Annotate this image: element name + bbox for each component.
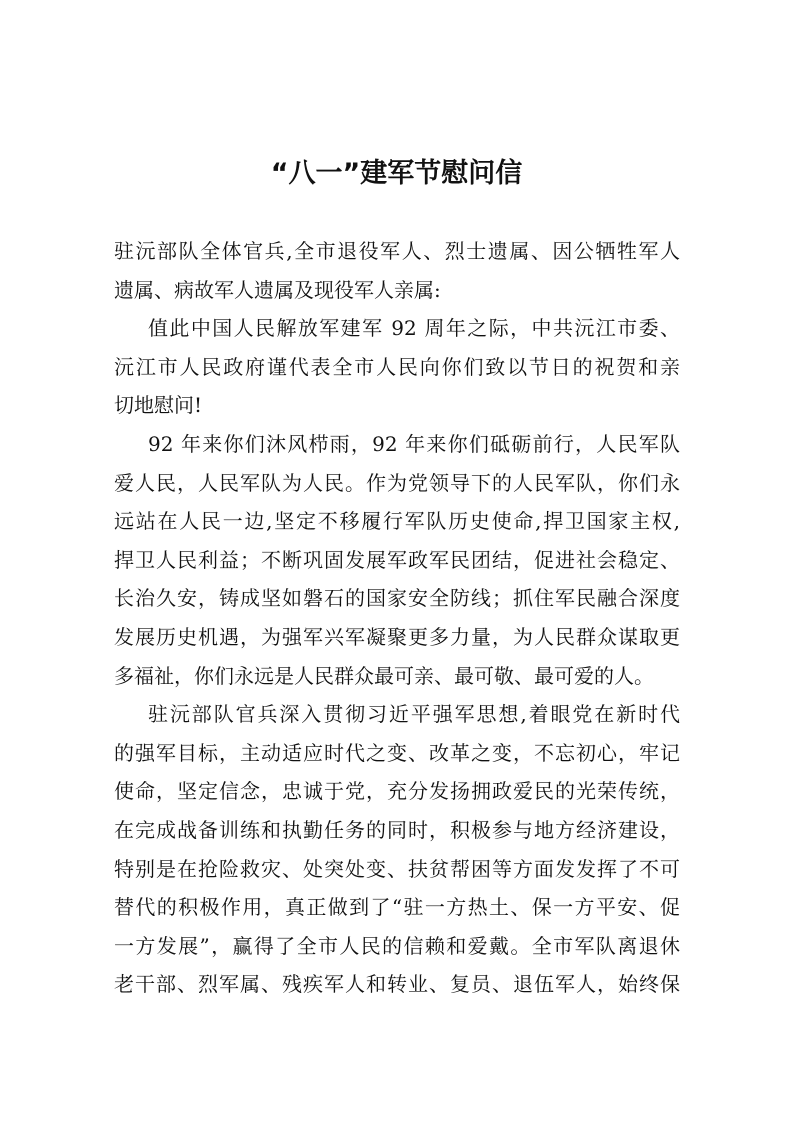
text-line: 使命，坚定信念，忠诚于党，充分发扬拥政爱民的光荣传统， [114, 779, 680, 804]
text-line: 远站在人民一边,坚定不移履行军队历史使命,捍卫国家主权, [114, 509, 680, 534]
text-line: 沅江市人民政府谨代表全市人民向你们致以节日的祝贺和亲 [114, 354, 680, 379]
text-line: 的强军目标，主动适应时代之变、改革之变，不忘初心，牢记 [114, 740, 680, 765]
paragraph [114, 309, 680, 425]
text-line: 捍卫人民利益；不断巩固发展军政军民团结，促进社会稳定、 [114, 547, 680, 572]
text-line: 爱人民，人民军队为人民。作为党领导下的人民军队，你们永 [114, 470, 680, 495]
text-line: 特别是在抢险救灾、处突处变、扶贫帮困等方面发发挥了不可 [114, 856, 680, 881]
text-line: 驻沅部队官兵深入贯彻习近平强军思想,着眼党在新时代 [148, 702, 680, 727]
text-line: 值此中国人民解放军建军 92 周年之际，中共沅江市委、 [148, 316, 680, 341]
text-line: 切地慰问! [114, 393, 203, 418]
paragraph [114, 695, 680, 1004]
text-line: 多福祉，你们永远是人民群众最可亲、最可敬、最可爱的人。 [114, 663, 654, 688]
text-line: 长治久安，铸成坚如磐石的国家安全防线；抓住军民融合深度 [114, 586, 680, 611]
text-line: 遗属、病故军人遗属及现役军人亲属: [114, 277, 441, 302]
paragraph [114, 425, 680, 695]
text-line: 替代的积极作用，真正做到了“驻一方热土、保一方平安、促 [114, 895, 680, 920]
document-title: “八一”建军节慰问信 [270, 158, 523, 189]
letter-body [114, 232, 680, 1004]
text-line: 一方发展”，赢得了全市人民的信赖和爱戴。全市军队离退休 [114, 933, 680, 958]
text-line: 驻沅部队全体官兵,全市退役军人、烈士遗属、因公牺牲军人 [114, 239, 680, 263]
text-line: 92 年来你们沐风栉雨，92 年来你们砥砺前行，人民军队 [148, 431, 680, 456]
text-line: 在完成战备训练和执勤任务的同时，积极参与地方经济建设， [114, 817, 680, 842]
text-line: 老干部、烈军属、残疾军人和转业、复员、退伍军人，始终保 [114, 972, 680, 997]
text-line: 发展历史机遇，为强军兴军凝聚更多力量，为人民群众谋取更 [114, 624, 680, 649]
paragraph [114, 232, 680, 309]
